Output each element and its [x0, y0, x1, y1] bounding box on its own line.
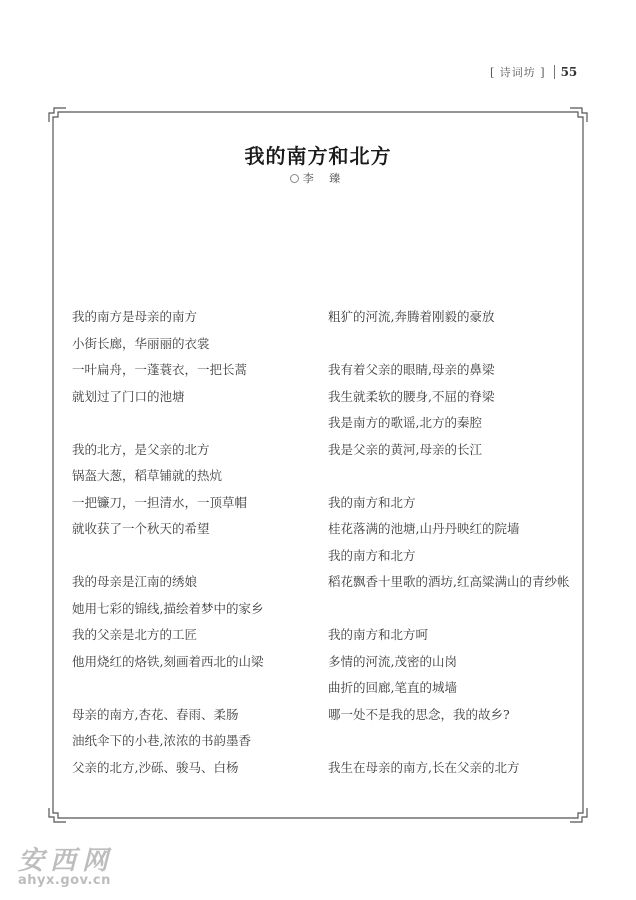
- poem-line: [328, 728, 588, 755]
- poem-line: 我的北方，是父亲的北方: [72, 441, 210, 457]
- poem-line: 我是南方的歌谣,北方的秦腔: [328, 415, 482, 430]
- watermark: [18, 840, 114, 888]
- poem-line: 就收获了一个秋天的希望: [72, 521, 210, 536]
- page-number: 55: [560, 65, 578, 79]
- watermark-url: ahyx.gov.cn: [18, 873, 111, 888]
- poem-author: [0, 170, 636, 186]
- poem-line: 我的父亲是北方的工匠: [72, 627, 198, 642]
- poem-title: 我的南方和北方: [244, 144, 392, 168]
- poem-line: 她用七彩的锦线,描绘着梦中的家乡: [72, 600, 264, 616]
- poem-line: 我的母亲是江南的绣娘: [72, 574, 198, 589]
- poem-line: 一叶扁舟，一蓬蓑衣，一把长蒿: [72, 362, 248, 377]
- poem-line: 多情的河流,茂密的山岗: [328, 653, 457, 669]
- poem-line: 母亲的南方,杏花、春雨、柔肠: [72, 706, 239, 722]
- poem-line: 一把镰刀，一担清水，一顶草帽: [72, 494, 248, 510]
- poem-line: 我是父亲的黄河,母亲的长江: [328, 441, 482, 457]
- poem-line: 小街长廊，华丽丽的衣裳: [72, 335, 210, 351]
- poem-line: [328, 331, 588, 358]
- poem-line: 我的南方和北方呵: [328, 627, 429, 642]
- poem-line: 父亲的北方,沙砾、骏马、白杨: [72, 759, 239, 775]
- poem-line: 哪一处不是我的思念，我的故乡?: [328, 706, 510, 722]
- poem-line: 我的南方是母亲的南方: [72, 309, 198, 324]
- poem-line: 桂花落满的池塘,山丹丹映红的院墙: [328, 521, 520, 536]
- poem-line: 我的南方和北方: [328, 494, 416, 510]
- poem-line: [328, 463, 588, 490]
- poem-line: 曲折的回廊,笔直的城墙: [328, 680, 457, 695]
- poem-line: 我生在母亲的南方,长在父亲的北方: [328, 759, 520, 775]
- section-label: [ 诗词坊 ]: [490, 66, 546, 79]
- poem-line: [72, 410, 312, 437]
- bullet-circle-icon: [290, 174, 299, 183]
- poem-line: [72, 543, 312, 570]
- poem-line: [328, 596, 588, 623]
- poem-left-column: [72, 304, 312, 781]
- poem-line: 我的南方和北方: [328, 547, 416, 563]
- poem-line: 就划过了门口的池塘: [72, 388, 185, 404]
- poem-line: 我生就柔软的腰身,不屈的脊梁: [328, 388, 495, 404]
- author-name: 李 臻: [302, 172, 347, 185]
- watermark-logo: 安西网: [18, 846, 115, 876]
- poem-line: 锅盔大葱，稻草铺就的热炕: [72, 468, 223, 483]
- poem-line: 他用烧红的烙铁,刻画着西北的山梁: [72, 653, 264, 669]
- poem-line: 稻花飘香十里歌的酒坊,红高粱满山的青纱帐: [328, 574, 570, 589]
- poem-right-column: [328, 304, 588, 781]
- poem-line: 我有着父亲的眼睛,母亲的鼻梁: [328, 362, 495, 377]
- poem-line: 油纸伞下的小巷,浓浓的书韵墨香: [72, 733, 251, 748]
- poem-line: 粗犷的河流,奔腾着刚毅的豪放: [328, 309, 495, 324]
- poem-line: [72, 675, 312, 702]
